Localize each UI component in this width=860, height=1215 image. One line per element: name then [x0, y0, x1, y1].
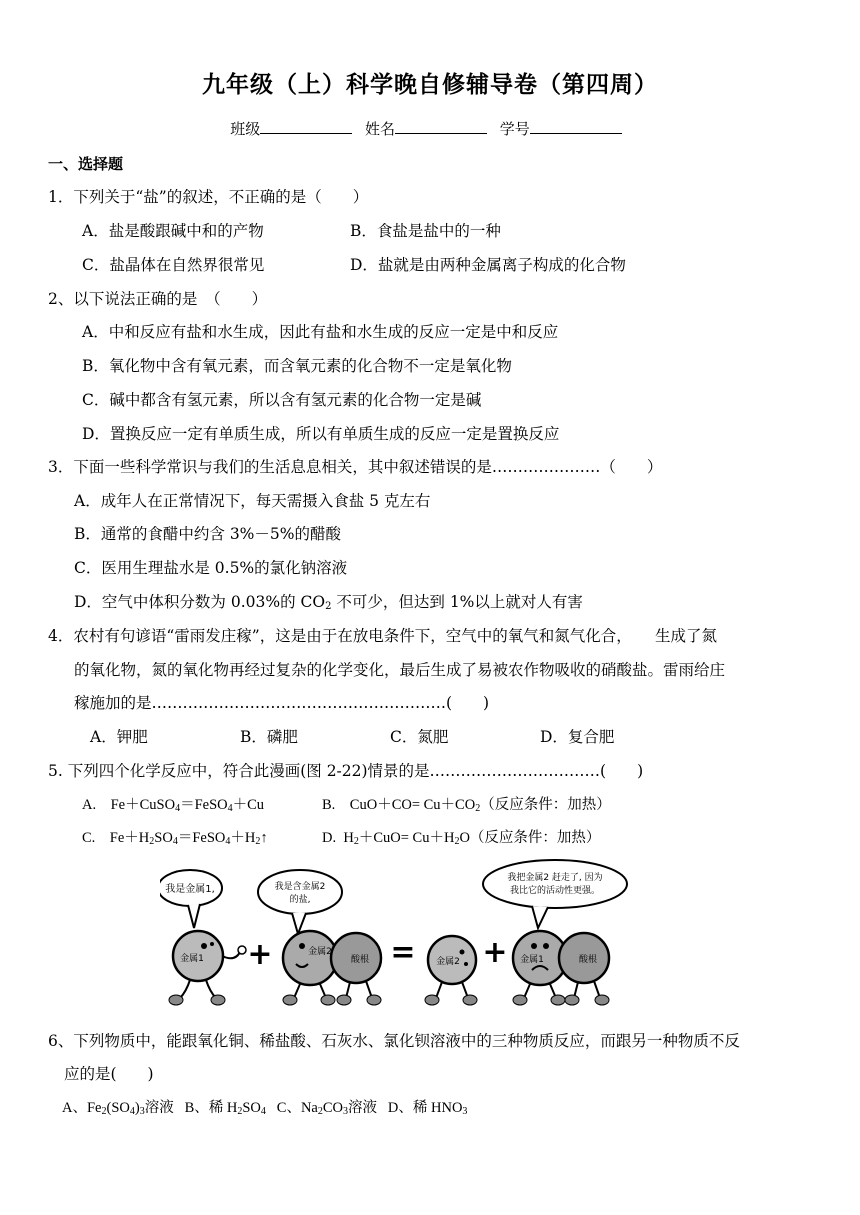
number-label: 学号: [499, 120, 530, 138]
page-title: 九年级（上）科学晚自修辅导卷（第四周）: [202, 72, 658, 98]
ball5-label: 金属1: [520, 955, 544, 965]
ball2-label: 金属2: [308, 947, 332, 957]
q4-option-a: A．钾肥: [90, 728, 148, 746]
q4-option-b: B．磷肥: [240, 728, 298, 746]
ball4-label: 金属2: [436, 957, 460, 967]
q5-option-c: C. $Fe+H_2SO_4=FeSO_4+H_2↑$: [82, 830, 268, 847]
q6-option-d: D、稀 $HNO_3$: [387, 1100, 468, 1117]
plus-sign-2: +: [482, 935, 508, 970]
q6-option-a: A、$Fe_2(SO_4)_3$溶液: [62, 1100, 174, 1117]
bubble3-text-2: 我比它的活动性更强。: [509, 886, 601, 896]
q6-option-c: C、$Na_2CO_3$溶液: [276, 1100, 378, 1117]
bubble1-text: 我是金属1,: [165, 884, 215, 895]
name-label: 姓名: [364, 120, 395, 138]
ball1-label: 金属1: [180, 954, 204, 964]
q3-option-b: B．通常的食醋中约含 3%－5%的醋酸: [74, 525, 341, 543]
q6-option-b: B、稀 $H_2SO_4$: [184, 1100, 266, 1117]
q1-option-b: B．食盐是盐中的一种: [350, 222, 501, 240]
q3-option-a: A．成年人在正常情况下，每天需摄入食盐 5 克左右: [74, 492, 431, 510]
class-blank[interactable]: [260, 119, 352, 134]
new-salt-character: [513, 931, 609, 1005]
speech-bubble-result: [483, 860, 627, 928]
salt-character: [283, 931, 381, 1005]
q4-line-3: 稼施加的是…………………………………………………( ): [74, 694, 490, 712]
bubble2-text-1: 我是含金属2: [274, 882, 326, 892]
metal1-character: [169, 931, 246, 1005]
q3-option-c: C．医用生理盐水是 0.5%的氯化钠溶液: [74, 559, 348, 577]
q2-option-b: B．氧化物中含有氧元素，而含氧元素的化合物不一定是氧化物: [82, 357, 512, 375]
ball6-label: 酸根: [578, 955, 598, 965]
q5-option-d: D. $H_2+CuO= Cu+H_2O$（反应条件：加热）: [322, 830, 601, 847]
q3-option-d: D．空气中体积分数为 0.03%的 $CO_2$ 不可少，但达到 1%以上就对人有害: [74, 593, 583, 612]
q1-option-a: A．盐是酸跟碱中和的产物: [82, 222, 264, 240]
q2-stem: 2、以下说法正确的是 （ ）: [48, 290, 268, 308]
speech-bubble-salt: [258, 870, 342, 934]
q1-stem: 1．下列关于“盐”的叙述，不正确的是（ ）: [48, 188, 369, 206]
plus-sign-1: +: [247, 937, 273, 972]
q6-line-1: 6、下列物质中，能跟氧化铜、稀盐酸、石灰水、氯化钡溶液中的三种物质反应，而跟另一种物质不反: [48, 1032, 740, 1050]
section-heading: 一、选择题: [48, 155, 124, 173]
number-blank[interactable]: [530, 119, 622, 134]
bubble3-text-1: 我把金属2 赶走了, 因为: [507, 873, 603, 883]
q3-stem: 3．下面一些科学常识与我们的生活息息相关，其中叙述错误的是…………………（ ）: [48, 458, 663, 476]
name-blank[interactable]: [395, 119, 487, 134]
student-info-line: [0, 118, 860, 139]
q5-stem: 5. 下列四个化学反应中，符合此漫画(图 2-22)情景的是……………………………( ): [48, 762, 644, 780]
q2-option-d: D．置换反应一定有单质生成，所以有单质生成的反应一定是置换反应: [82, 425, 560, 443]
q4-line-1: 4．农村有句谚语“雷雨发庄稼”，这是由于在放电条件下，空气中的氧气和氮气化合， 生成了氮: [48, 627, 717, 645]
q4-option-c: C．氮肥: [390, 728, 449, 746]
q1-option-d: D．盐就是由两种金属离子构成的化合物: [350, 256, 626, 274]
q1-option-c: C．盐晶体在自然界很常见: [82, 256, 265, 274]
q5-option-b: B. $CuO+CO= Cu+CO_2$（反应条件：加热）: [322, 797, 611, 814]
q6-options: [62, 1096, 467, 1117]
speech-bubble-metal1: [160, 870, 222, 928]
q6-line-2: 应的是( ): [64, 1065, 154, 1083]
ball3-label: 酸根: [350, 955, 370, 965]
equals-sign: =: [390, 935, 416, 970]
metal-displacement-cartoon: [160, 858, 700, 1008]
q5-option-a: A. Fe＋CuSO$_4$＝FeSO$_4$＋Cu: [82, 797, 265, 814]
metal2-character: [425, 936, 477, 1005]
bubble2-text-2: 的盐,: [289, 895, 311, 905]
q4-option-d: D．复合肥: [540, 728, 615, 746]
q4-line-2: 的氧化物，氮的氧化物再经过复杂的化学变化，最后生成了易被农作物吸收的硝酸盐。雷雨给庄: [74, 661, 726, 679]
q2-option-c: C．碱中都含有氢元素，所以含有氢元素的化合物一定是碱: [82, 391, 482, 409]
q2-option-a: A．中和反应有盐和水生成，因此有盐和水生成的反应一定是中和反应: [82, 323, 559, 341]
class-label: 班级: [230, 120, 261, 138]
